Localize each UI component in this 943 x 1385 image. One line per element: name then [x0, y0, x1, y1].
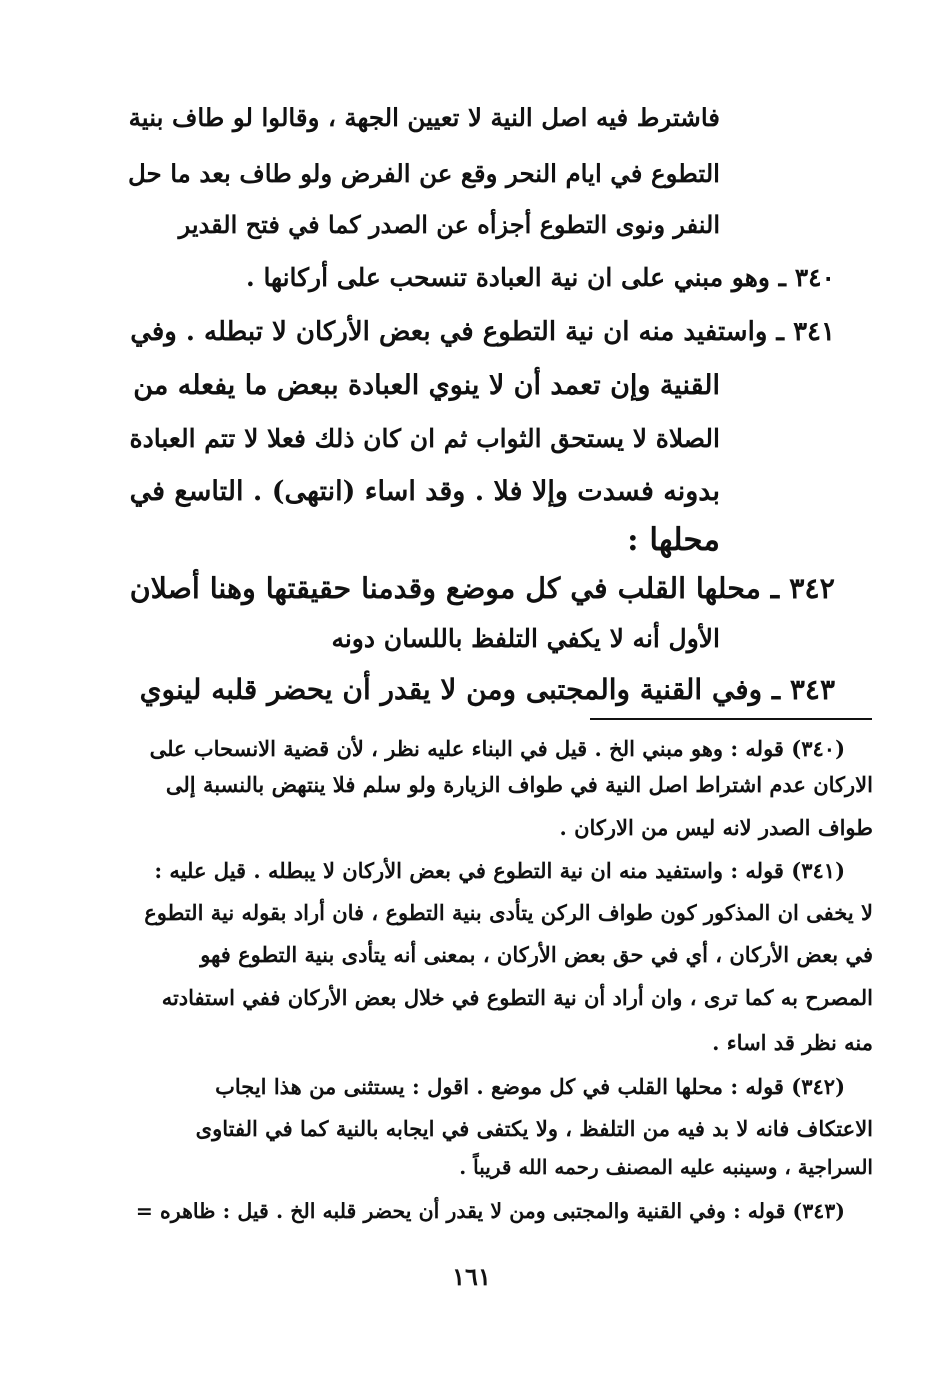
footnote-line: (٣٤٣) قوله : وفي القنية والمجتبى ومن لا يقدر أن يحضر قلبه الخ . قيل : ظاهره =	[135, 1199, 845, 1223]
footnote-line: (٣٤١) قوله : واستفيد منه ان نية التطوع في بعض الأركان لا يبطله . قيل عليه :	[154, 858, 845, 883]
footnote-line: المصرح به كما ترى ، وان أراد أن نية التطوع في خلال بعض الأركان ففي استفادته	[161, 985, 873, 1010]
page-number: ١٦١	[452, 1262, 491, 1291]
main-text-line: ٣٤٣ ـ وفي القنية والمجتبى ومن لا يقدر أن يحضر قلبه لينوي	[139, 673, 835, 706]
main-text-line: الأول أنه لا يكفي التلفظ باللسان دونه	[331, 624, 720, 653]
footnote-line: منه نظر قد اساء .	[712, 1030, 873, 1055]
main-text-line: فاشترط فيه اصل النية لا تعيين الجهة ، وقالوا لو طاف بنية	[128, 103, 720, 132]
footnote-line: في بعض الأركان ، أي في حق بعض الأركان ، بمعنى أنه يتأدى بنية التطوع فهو	[200, 942, 873, 967]
main-text-line: النفر ونوى التطوع أجزأه عن الصدر كما في فتح القدير	[178, 210, 720, 239]
main-text-line: التطوع في ايام النحر وقع عن الفرض ولو طاف بعد ما حل	[127, 159, 720, 188]
main-text-line: محلها :	[627, 522, 720, 558]
footnote-separator	[590, 718, 872, 720]
footnote-line: لا يخفى ان المذكور كون طواف الركن يتأدى بنية التطوع ، فان أراد بقوله نية التطوع	[144, 900, 873, 925]
main-text-line: ٣٤٠ ـ وهو مبني على ان نية العبادة تنسحب على أركانها .	[246, 263, 835, 292]
main-text-line: ٣٤١ ـ واستفيد منه ان نية التطوع في بعض الأركان لا تبطله . وفي	[130, 317, 835, 347]
footnote-line: الاركان عدم اشتراط اصل النية في طواف الزيارة ولو سلم فلا ينتهض بالنسبة إلى	[165, 772, 873, 797]
footnote-line: (٣٤٢) قوله : محلها القلب في كل موضع . اقول : يستثنى من هذا ايجاب	[215, 1074, 845, 1099]
footnote-line: (٣٤٠) قوله : وهو مبني الخ . قيل في البناء عليه نظر ، لأن قضية الانسحاب على	[149, 736, 845, 761]
main-text-line: الصلاة لا يستحق الثواب ثم ان كان ذلك فعلا لا تتم العبادة	[129, 424, 720, 453]
main-text-line: ٣٤٢ ـ محلها القلب في كل موضع وقدمنا حقيقتها وهنا أصلان	[129, 571, 835, 605]
main-text-line: بدونه فسدت وإلا فلا . وقد اساء (انتهى) . التاسع في	[129, 476, 720, 507]
footnote-line: طواف الصدر لانه ليس من الاركان .	[559, 815, 873, 840]
footnote-line: السراجية ، وسينبه عليه المصنف رحمه الله قريباً .	[459, 1155, 873, 1179]
main-text-line: القنية وإن تعمد أن لا ينوي العبادة ببعض ما يفعله من	[133, 370, 720, 401]
footnote-line: الاعتكاف فانه لا بد فيه من التلفظ ، ولا يكتفى في ايجابه بالنية كما في الفتاوى	[195, 1116, 873, 1141]
